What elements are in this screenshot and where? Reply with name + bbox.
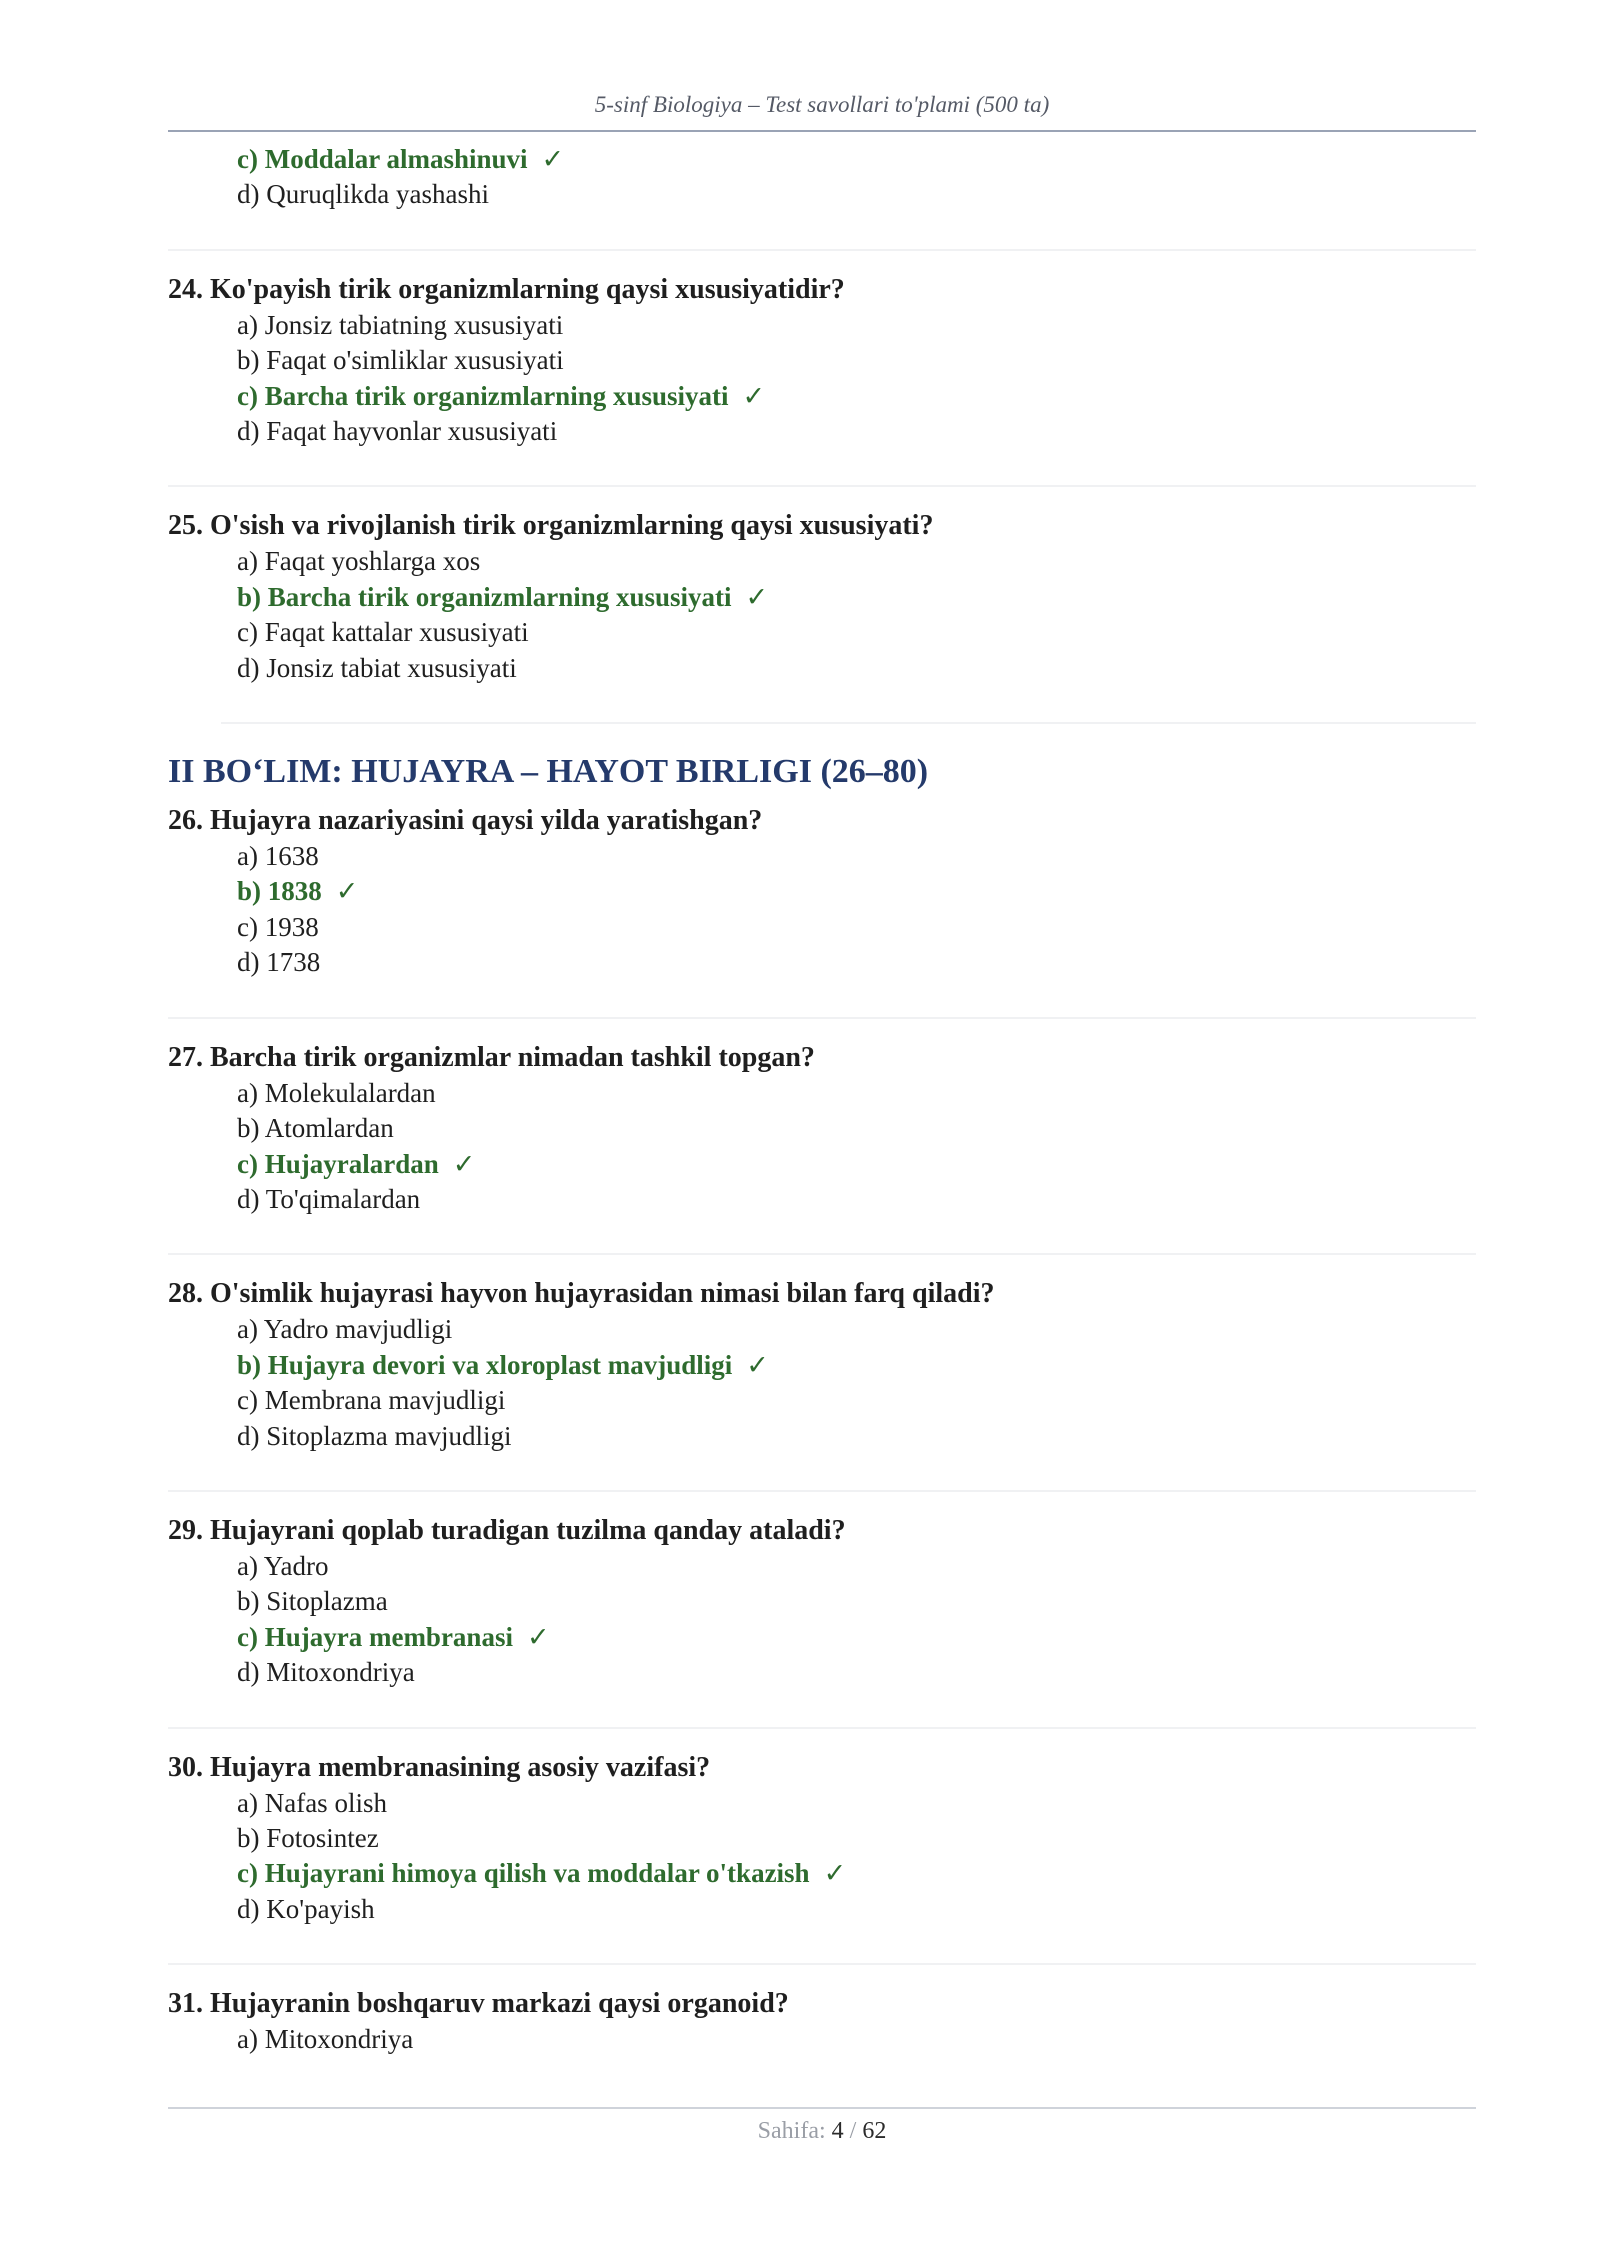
page-label: Sahifa: xyxy=(757,2118,826,2144)
option-text: c) Faqat kattalar xususiyati xyxy=(237,617,529,648)
question-block xyxy=(168,271,1476,450)
option-text: a) Nafas olish xyxy=(237,1787,387,1818)
answer-option xyxy=(168,615,1476,650)
option-text: b) Barcha tirik organizmlarning xususiyati xyxy=(237,581,732,612)
option-text: c) Hujayrani himoya qilish va moddalar o'tkazish xyxy=(237,1858,810,1889)
question-block xyxy=(168,802,1476,981)
running-header: 5-sinf Biologiya – Test savollari to'plami (500 ta) xyxy=(594,92,1050,117)
option-text: d) 1738 xyxy=(237,947,321,978)
option-text: a) Yadro xyxy=(237,1550,329,1581)
previous-question-tail xyxy=(168,142,1476,213)
section-title: II BO‘LIM: HUJAYRA – HAYOT BIRLIGI (26–80) xyxy=(168,753,929,791)
correct-answer-option xyxy=(168,379,1476,414)
header-rule xyxy=(168,130,1476,132)
question-block xyxy=(168,1039,1476,1218)
option-text: d) Sitoplazma mavjudligi xyxy=(237,1420,512,1451)
question-separator xyxy=(168,485,1476,487)
answer-option xyxy=(168,177,1476,212)
option-text: a) Molekulalardan xyxy=(237,1077,436,1108)
section-separator xyxy=(221,722,1476,724)
question-list-section-1 xyxy=(168,249,1476,686)
option-text: b) Atomlardan xyxy=(237,1113,394,1144)
option-text: b) Faqat o'simliklar xususiyati xyxy=(237,345,564,376)
correct-answer-option xyxy=(168,874,1476,909)
answer-option xyxy=(168,1786,1476,1821)
option-text: a) 1638 xyxy=(237,841,319,872)
option-text: d) Jonsiz tabiat xususiyati xyxy=(237,652,517,683)
question-text: 31. Hujayranin boshqaruv markazi qaysi organoid? xyxy=(168,1988,789,2020)
check-mark-icon: ✓ xyxy=(452,1148,476,1179)
question-block xyxy=(168,1749,1476,1928)
check-mark-icon: ✓ xyxy=(823,1858,847,1889)
question-separator xyxy=(168,1727,1476,1729)
correct-answer-option xyxy=(168,142,1476,177)
question-text: 24. Ko'payish tirik organizmlarning qaysi xususiyatidir? xyxy=(168,273,845,305)
option-text: d) To'qimalardan xyxy=(237,1183,421,1214)
answer-option xyxy=(168,1655,1476,1690)
option-text: c) Hujayralardan xyxy=(237,1148,439,1179)
page-total: 62 xyxy=(862,2118,887,2144)
option-text: c) 1938 xyxy=(237,911,319,942)
option-text: b) Fotosintez xyxy=(237,1822,379,1853)
option-text: a) Faqat yoshlarga xos xyxy=(237,546,481,577)
answer-option xyxy=(168,343,1476,378)
option-text: b) Sitoplazma xyxy=(237,1586,388,1617)
answer-option xyxy=(168,1076,1476,1111)
page-footer xyxy=(168,2118,1476,2145)
question-separator xyxy=(168,1490,1476,1492)
option-text: a) Mitoxondriya xyxy=(237,2024,414,2055)
option-text: d) Ko'payish xyxy=(237,1893,375,1924)
option-text: d) Faqat hayvonlar xususiyati xyxy=(237,416,558,447)
option-text: a) Yadro mavjudligi xyxy=(237,1314,453,1345)
question-text: 30. Hujayra membranasining asosiy vazifasi? xyxy=(168,1751,711,1783)
question-block xyxy=(168,1275,1476,1454)
question-separator xyxy=(168,1963,1476,1965)
check-mark-icon: ✓ xyxy=(335,876,359,907)
question-block xyxy=(168,1512,1476,1691)
answer-option xyxy=(168,1419,1476,1454)
option-text: c) Membrana mavjudligi xyxy=(237,1385,506,1416)
question-block xyxy=(168,507,1476,686)
correct-answer-option xyxy=(168,1348,1476,1383)
correct-answer-option xyxy=(168,580,1476,615)
question-list-section-2 xyxy=(168,802,1476,2058)
option-text: d) Quruqlikda yashashi xyxy=(237,179,489,210)
question-separator xyxy=(168,1253,1476,1255)
option-text: a) Jonsiz tabiatning xususiyati xyxy=(237,309,564,340)
option-text: b) 1838 xyxy=(237,876,322,907)
answer-option xyxy=(168,1383,1476,1418)
correct-answer-option xyxy=(168,1620,1476,1655)
option-text: c) Moddalar almashinuvi xyxy=(237,144,528,174)
correct-answer-option xyxy=(168,1147,1476,1182)
page-separator: / xyxy=(849,2118,857,2144)
answer-option xyxy=(168,651,1476,686)
answer-option xyxy=(168,1584,1476,1619)
question-block xyxy=(168,1985,1476,2057)
answer-option xyxy=(168,414,1476,449)
answer-option xyxy=(168,1549,1476,1584)
option-text: c) Hujayra membranasi xyxy=(237,1621,513,1652)
answer-option xyxy=(168,1821,1476,1856)
question-text: 27. Barcha tirik organizmlar nimadan tashkil topgan? xyxy=(168,1041,815,1073)
option-text: b) Hujayra devori va xloroplast mavjudligi xyxy=(237,1349,733,1380)
check-mark-icon: ✓ xyxy=(745,581,769,612)
question-text: 29. Hujayrani qoplab turadigan tuzilma qanday ataladi? xyxy=(168,1514,846,1546)
answer-option xyxy=(168,1312,1476,1347)
answer-option xyxy=(168,544,1476,579)
page-content xyxy=(168,142,1476,2058)
answer-option xyxy=(168,910,1476,945)
answer-option xyxy=(168,945,1476,980)
option-text: c) Barcha tirik organizmlarning xususiyati xyxy=(237,380,729,411)
answer-option xyxy=(168,1892,1476,1927)
answer-option xyxy=(168,2022,1476,2057)
footer-rule xyxy=(168,2107,1476,2109)
page-current: 4 xyxy=(831,2118,844,2144)
answer-option xyxy=(168,1111,1476,1146)
question-text: 28. O'simlik hujayrasi hayvon hujayrasidan nimasi bilan farq qiladi? xyxy=(168,1278,995,1310)
option-text: d) Mitoxondriya xyxy=(237,1657,415,1688)
correct-answer-option xyxy=(168,1856,1476,1891)
question-separator xyxy=(168,1017,1476,1019)
answer-option xyxy=(168,1182,1476,1217)
check-mark-icon: ✓ xyxy=(526,1621,550,1652)
question-text: 26. Hujayra nazariyasini qaysi yilda yaratishgan? xyxy=(168,805,763,837)
question-separator xyxy=(168,249,1476,251)
answer-option xyxy=(168,308,1476,343)
check-mark-icon: ✓ xyxy=(541,144,565,174)
check-mark-icon: ✓ xyxy=(742,380,766,411)
question-text: 25. O'sish va rivojlanish tirik organizmlarning qaysi xususiyati? xyxy=(168,510,934,542)
answer-option xyxy=(168,839,1476,874)
check-mark-icon: ✓ xyxy=(746,1349,769,1380)
